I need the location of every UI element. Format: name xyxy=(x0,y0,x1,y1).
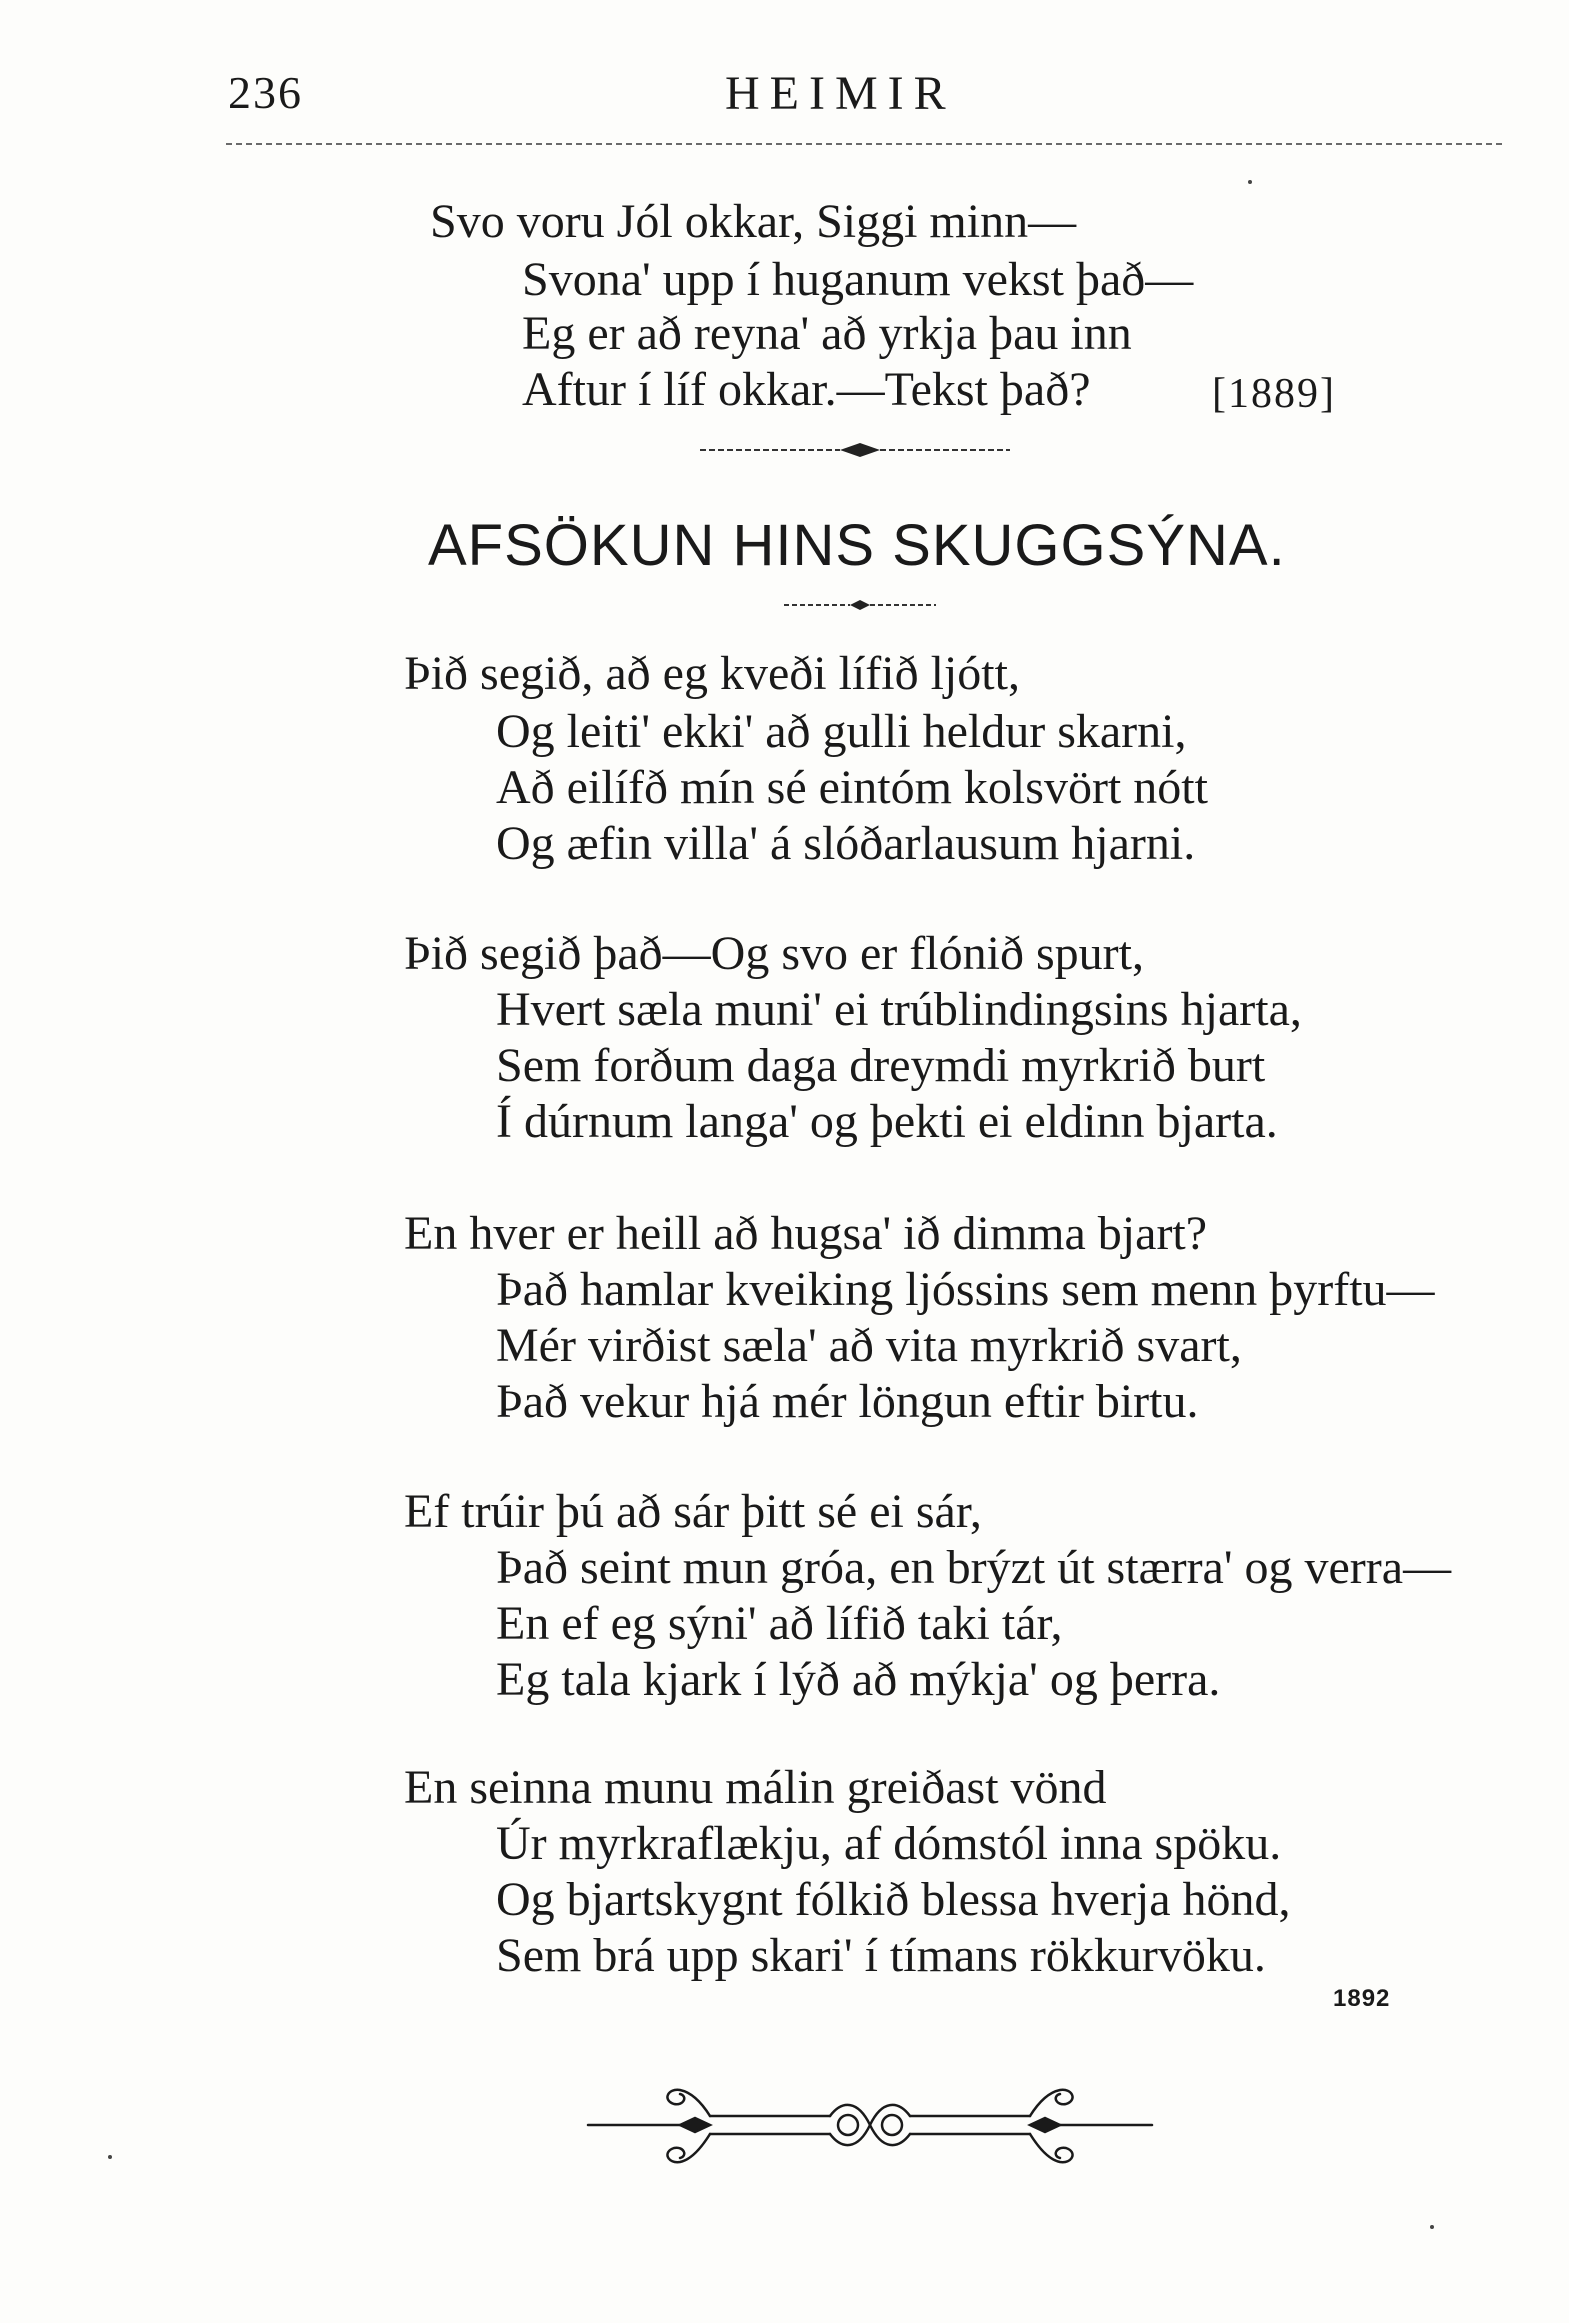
print-speck xyxy=(108,2155,112,2159)
verse-line: Svo voru Jól okkar, Siggi minn— xyxy=(430,195,1077,248)
verse-line: Að eilífð mín sé eintóm kolsvört nótt xyxy=(496,761,1208,814)
title-divider-ornament xyxy=(780,598,940,612)
verse-line: Sem forðum daga dreymdi myrkrið burt xyxy=(496,1039,1266,1092)
verse-line: Og æfin villa' á slóðarlausum hjarni. xyxy=(496,817,1196,870)
verse-line: Aftur í líf okkar.—Tekst það? xyxy=(522,363,1091,416)
verse-line: Og leiti' ekki' að gulli heldur skarni, xyxy=(496,705,1187,758)
poem-title: AFSÖKUN HINS SKUGGSÝNA. xyxy=(428,513,1286,578)
running-title: HEIMIR xyxy=(725,67,956,120)
header-rule xyxy=(226,143,1502,145)
year-bracket: [1889] xyxy=(1212,371,1336,417)
verse-line: Í dúrnum langa' og þekti ei eldinn bjarta. xyxy=(496,1095,1278,1148)
print-speck xyxy=(1248,180,1252,184)
verse-line: Og bjartskygnt fólkið blessa hverja hönd, xyxy=(496,1873,1291,1926)
page-number: 236 xyxy=(228,67,303,118)
verse-line: En hver er heill að hugsa' ið dimma bjart? xyxy=(404,1207,1208,1260)
verse-line: Þið segið það—Og svo er flónið spurt, xyxy=(404,927,1144,980)
verse-line: Sem brá upp skari' í tímans rökkurvöku. xyxy=(496,1929,1266,1982)
end-flourish-ornament xyxy=(580,2070,1160,2180)
verse-line: Það hamlar kveiking ljóssins sem menn þyrftu— xyxy=(496,1263,1435,1316)
verse-line: En seinna munu málin greiðast vönd xyxy=(404,1761,1107,1814)
print-speck xyxy=(1430,2225,1434,2229)
verse-line: Ef trúir þú að sár þitt sé ei sár, xyxy=(404,1485,982,1538)
verse-line: Svona' upp í huganum vekst það— xyxy=(522,253,1194,306)
verse-line: Eg er að reyna' að yrkja þau inn xyxy=(522,307,1132,360)
verse-line: Úr myrkraflækju, af dómstól inna spöku. xyxy=(496,1817,1282,1870)
verse-line: Hvert sæla muni' ei trúblindingsins hjarta, xyxy=(496,983,1302,1036)
verse-line: Þið segið, að eg kveði lífið ljótt, xyxy=(404,647,1020,700)
verse-line: Mér virðist sæla' að vita myrkrið svart, xyxy=(496,1319,1242,1372)
verse-line: Það seint mun gróa, en brýzt út stærra' og verra— xyxy=(496,1541,1452,1594)
poem-year: 1892 xyxy=(1333,1985,1391,2012)
section-divider-ornament xyxy=(690,440,1030,460)
verse-line: En ef eg sýni' að lífið taki tár, xyxy=(496,1597,1063,1650)
verse-line: Eg tala kjark í lýð að mýkja' og þerra. xyxy=(496,1653,1221,1706)
verse-line: Það vekur hjá mér löngun eftir birtu. xyxy=(496,1375,1199,1428)
